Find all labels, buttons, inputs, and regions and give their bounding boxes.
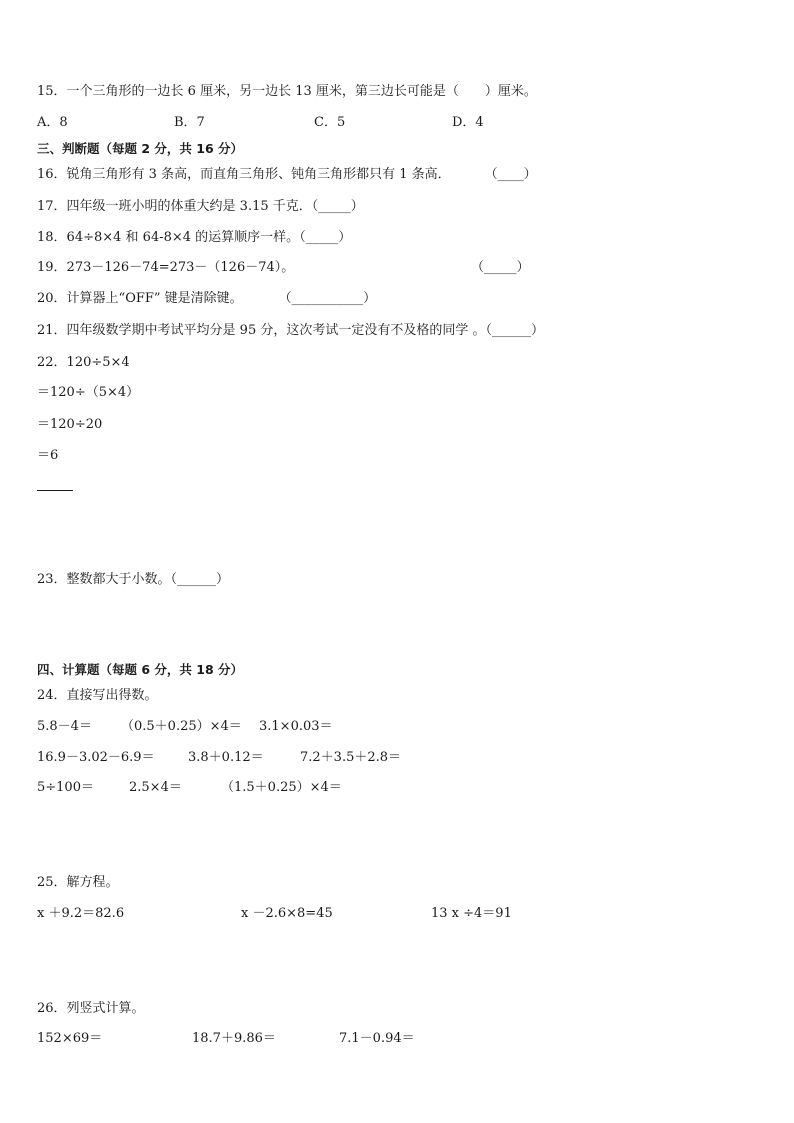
question-17-text: 17．四年级一班小明的体重大约是 3.15 千克． — [37, 199, 312, 214]
option-d: D．4 — [452, 115, 484, 130]
question-25-title: 25．解方程。 — [37, 875, 119, 890]
option-c: C．5 — [314, 115, 346, 130]
question-18-text: 18．64÷8×4 和 64-8×4 的运算顺序一样。 — [37, 230, 300, 245]
option-a: A．8 — [37, 115, 68, 130]
question-16-blank[interactable]: （____） — [484, 167, 537, 182]
calc-item: 2.5×4＝ — [129, 780, 182, 795]
question-19-text: 19．273－126－74=273－（126－74）。 — [37, 260, 295, 275]
question-23-text: 23．整数都大于小数。 — [37, 572, 171, 587]
vertical-calc-item: 7.1－0.94＝ — [339, 1031, 415, 1046]
question-22-line-2: ＝120÷（5×4） — [37, 385, 140, 400]
question-19-blank[interactable]: （_____） — [471, 260, 530, 275]
question-26-items — [37, 1030, 737, 1048]
calc-item: 16.9－3.02－6.9＝ — [37, 750, 155, 765]
equation-item: x －2.6×8=45 — [241, 906, 333, 921]
section-4-title: 四、计算题（每题 6 分，共 18 分） — [37, 662, 244, 677]
calc-item: 7.2＋3.5＋2.8＝ — [300, 750, 402, 765]
calc-item: （1.5＋0.25）×4＝ — [221, 780, 342, 795]
question-19 — [37, 259, 737, 277]
question-25-equations — [37, 905, 737, 923]
question-22-line-3: ＝120÷20 — [37, 417, 103, 432]
calc-item: （0.5＋0.25）×4＝ — [121, 719, 242, 734]
question-15-stem: 15．一个三角形的一边长 6 厘米，另一边长 13 厘米，第三边长可能是（ ）厘米。 — [37, 84, 537, 99]
equation-item: x ＋9.2＝82.6 — [37, 906, 125, 921]
question-21-blank[interactable]: （______） — [485, 323, 544, 338]
calc-item: 5.8－4＝ — [37, 719, 92, 734]
vertical-calc-item: 18.7＋9.86＝ — [192, 1031, 276, 1046]
question-17-blank[interactable]: （_____） — [311, 199, 364, 214]
vertical-calc-item: 152×69＝ — [37, 1031, 103, 1046]
calc-item: 5÷100＝ — [37, 780, 94, 795]
equation-item: 13 x ÷4＝91 — [431, 906, 512, 921]
question-15-options — [37, 114, 737, 132]
question-24-title: 24．直接写出得数。 — [37, 688, 158, 703]
question-22-line-1: 22．120÷5×4 — [37, 355, 130, 370]
question-26-title: 26．列竖式计算。 — [37, 1001, 145, 1016]
question-24-row-3 — [37, 779, 737, 797]
question-18-blank[interactable]: （_____） — [299, 230, 352, 245]
calc-item: 3.8＋0.12＝ — [188, 750, 264, 765]
question-24-row-2 — [37, 749, 737, 767]
question-22-answer-blank[interactable] — [37, 490, 73, 491]
question-16 — [37, 166, 537, 184]
question-18 — [37, 229, 351, 247]
question-16-text: 16．锐角三角形有 3 条高，而直角三角形、钝角三角形都只有 1 条高． — [37, 167, 451, 182]
question-23 — [37, 571, 229, 589]
question-20 — [37, 290, 376, 308]
section-3-title: 三、判断题（每题 2 分，共 16 分） — [37, 141, 244, 156]
question-20-blank[interactable]: （___________） — [278, 291, 377, 306]
question-24-row-1 — [37, 718, 737, 736]
question-17 — [37, 198, 364, 216]
calc-item: 3.1×0.03＝ — [259, 719, 333, 734]
question-21 — [37, 322, 544, 340]
option-b: B．7 — [174, 115, 205, 130]
question-20-text: 20．计算器上“OFF” 键是清除键。 — [37, 291, 243, 306]
question-21-text: 21．四年级数学期中考试平均分是 95 分，这次考试一定没有不及格的同学 。 — [37, 323, 486, 338]
question-23-blank[interactable]: （______） — [170, 572, 230, 587]
question-22-line-4: ＝6 — [37, 448, 59, 463]
